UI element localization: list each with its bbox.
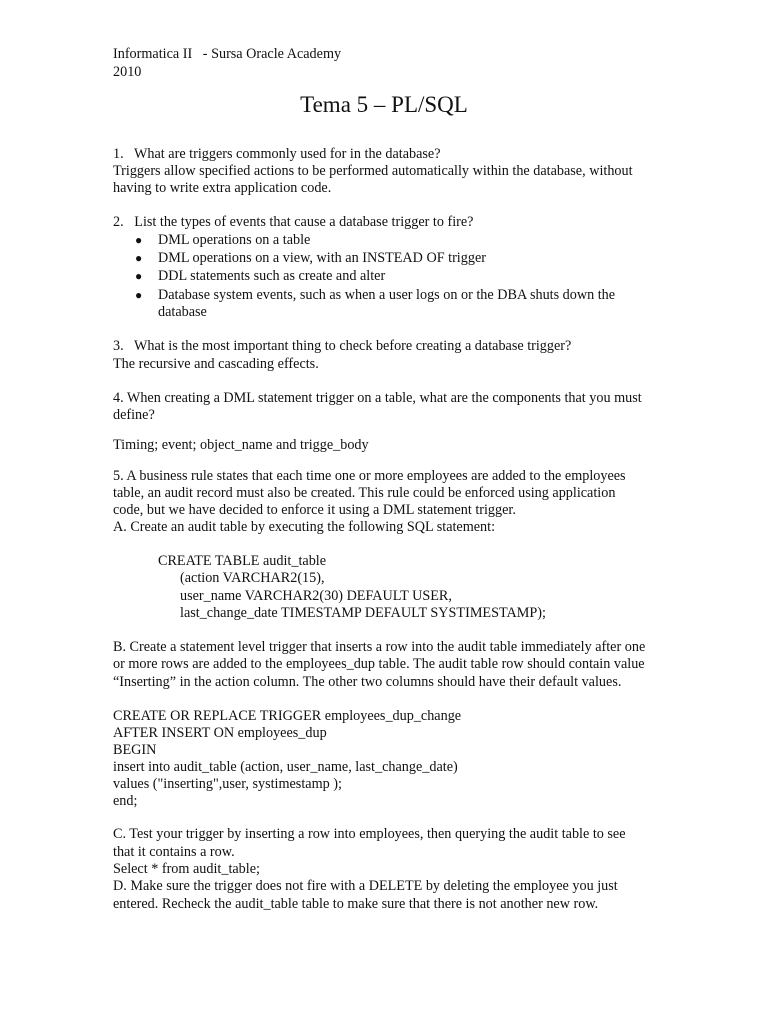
q2-bullet: DDL statements such as create and alter [158,268,386,284]
sql-code-line: last_change_date TIMESTAMP DEFAULT SYSTIMESTAMP); [180,605,546,621]
q1-answer-line: Triggers allow specified actions to be performed automatically within the database, without [113,163,633,179]
q2-bullet: Database system events, such as when a user logs on or the DBA shuts down the [158,287,616,303]
q5-part-a: A. Create an audit table by executing the following SQL statement: [113,519,496,535]
trigger-code-line: insert into audit_table (action, user_name, last_change_date) [113,759,458,775]
sql-code-line: user_name VARCHAR2(30) DEFAULT USER, [180,588,452,604]
q4-question-line: 4. When creating a DML statement trigger on a table, what are the components that you must [113,390,642,406]
header-year: 2010 [113,64,142,80]
q2-bullet: DML operations on a table [158,232,311,248]
bullet-icon: ● [135,233,143,247]
q2-bullet: DML operations on a view, with an INSTEAD OF trigger [158,250,486,266]
q5-part-d-line: entered. Recheck the audit_table table to make sure that there is not another new row. [113,896,599,912]
q5-part-b-line: “Inserting” in the action column. The other two columns should have their default values. [113,674,622,690]
q3-answer: The recursive and cascading effects. [113,356,319,372]
q5-part-d-line: D. Make sure the trigger does not fire with a DELETE by deleting the employee you just [113,878,618,894]
q5-intro-line: 5. A business rule states that each time one or more employees are added to the employees [113,468,626,484]
q4-answer: Timing; event; object_name and trigge_body [113,437,369,453]
q5-intro-line: code, but we have decided to enforce it using a DML statement trigger. [113,502,516,518]
bullet-icon: ● [135,269,143,283]
q4-question-line: define? [113,407,155,423]
trigger-code-line: end; [113,793,138,809]
q5-part-c-query: Select * from audit_table; [113,861,260,877]
bullet-icon: ● [135,251,143,265]
q1-question: 1. What are triggers commonly used for in the database? [113,146,441,162]
q5-part-b-line: B. Create a statement level trigger that inserts a row into the audit table immediately after one [113,639,646,655]
q1-answer-line: having to write extra application code. [113,180,332,196]
q5-intro-line: table, an audit record must also be created. This rule could be enforced using application [113,485,616,501]
trigger-code-line: AFTER INSERT ON employees_dup [113,725,327,741]
trigger-code-line: BEGIN [113,742,157,758]
q3-question: 3. What is the most important thing to check before creating a database trigger? [113,338,572,354]
trigger-code-line: CREATE OR REPLACE TRIGGER employees_dup_change [113,708,462,724]
sql-code-line: CREATE TABLE audit_table [158,553,327,569]
q2-bullet-continued: database [158,304,207,320]
q5-part-b-line: or more rows are added to the employees_dup table. The audit table row should contain value [113,656,645,672]
bullet-icon: ● [135,288,143,302]
header-course: Informatica II - Sursa Oracle Academy [113,46,342,62]
page-title: Tema 5 – PL/SQL [300,92,468,117]
q5-part-c-line: that it contains a row. [113,844,235,860]
sql-code-line: (action VARCHAR2(15), [180,570,325,586]
q5-part-c-line: C. Test your trigger by inserting a row into employees, then querying the audit table to see [113,826,626,842]
q2-question: 2. List the types of events that cause a database trigger to fire? [113,214,474,230]
trigger-code-line: values ("inserting",user, systimestamp ); [113,776,342,792]
